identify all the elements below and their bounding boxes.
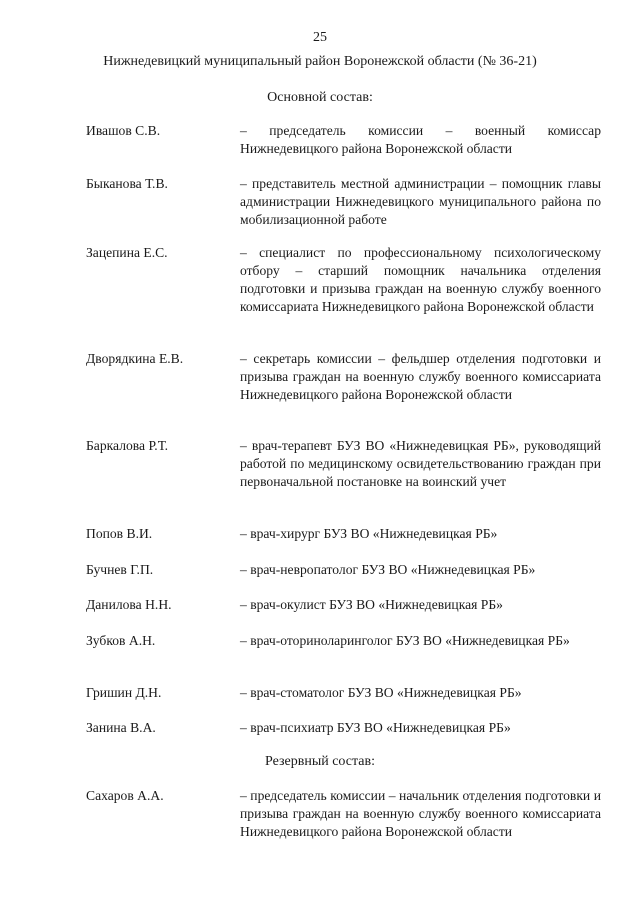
member-name: Данилова Н.Н. (86, 597, 172, 612)
member-name: Быканова Т.В. (86, 176, 168, 191)
member-role: – секретарь комиссии – фельдшер отделения подготовки и призыва граждан на военную службу военного комиссариата Нижнедевицкого района Воронежской области (240, 351, 601, 402)
member-name: Баркалова Р.Т. (86, 438, 169, 453)
member-name: Ивашов С.В. (86, 123, 161, 138)
member-role: – специалист по профессиональному психологическому отбору – старший помощник начальника отделения подготовки и призыва граждан на военную службу военного комиссариата Нижнедевицкого района Воронежской области (240, 245, 601, 314)
member-role: – врач-стоматолог БУЗ ВО «Нижнедевицкая РБ» (240, 685, 522, 700)
member-name: Зацепина Е.С. (86, 245, 168, 260)
member-name: Сахаров А.А. (86, 788, 164, 803)
member-role: – председатель комиссии – военный комиссар Нижнедевицкого района Воронежской области (240, 123, 601, 156)
member-role: – врач-невропатолог БУЗ ВО «Нижнедевицкая РБ» (240, 562, 536, 577)
reserve-section-heading: Резервный состав: (264, 754, 375, 769)
member-role: – врач-оториноларинголог БУЗ ВО «Нижнедевицкая РБ» (240, 633, 570, 648)
member-name: Бучнев Г.П. (86, 562, 154, 577)
document-title: Нижнедевицкий муниципальный район Воронежской области (№ 36-21) (103, 54, 537, 69)
member-name: Гришин Д.Н. (86, 685, 162, 700)
member-name: Зубков А.Н. (86, 633, 156, 648)
member-role: – врач-окулист БУЗ ВО «Нижнедевицкая РБ» (240, 597, 503, 612)
member-role: – врач-хирург БУЗ ВО «Нижнедевицкая РБ» (240, 526, 498, 541)
member-name: Дворядкина Е.В. (86, 351, 184, 366)
member-role: – представитель местной администрации – помощник главы администрации Нижнедевицкого муниципального района по мобилизационной работе (240, 176, 601, 227)
member-role: – врач-терапевт БУЗ ВО «Нижнедевицкая РБ», руководящий работой по медицинскому освидетельствованию граждан при первоначальной постановке на воинский учет (240, 438, 601, 489)
member-role: – врач-психиатр БУЗ ВО «Нижнедевицкая РБ» (240, 720, 511, 735)
member-name: Попов В.И. (86, 526, 153, 541)
member-role: – председатель комиссии – начальник отделения подготовки и призыва граждан на военную службу военного комиссариата Нижнедевицкого района Воронежской области (240, 788, 601, 839)
main-section-heading: Основной состав: (267, 90, 373, 105)
member-name: Занина В.А. (86, 720, 156, 735)
page-number: 25 (313, 30, 327, 45)
